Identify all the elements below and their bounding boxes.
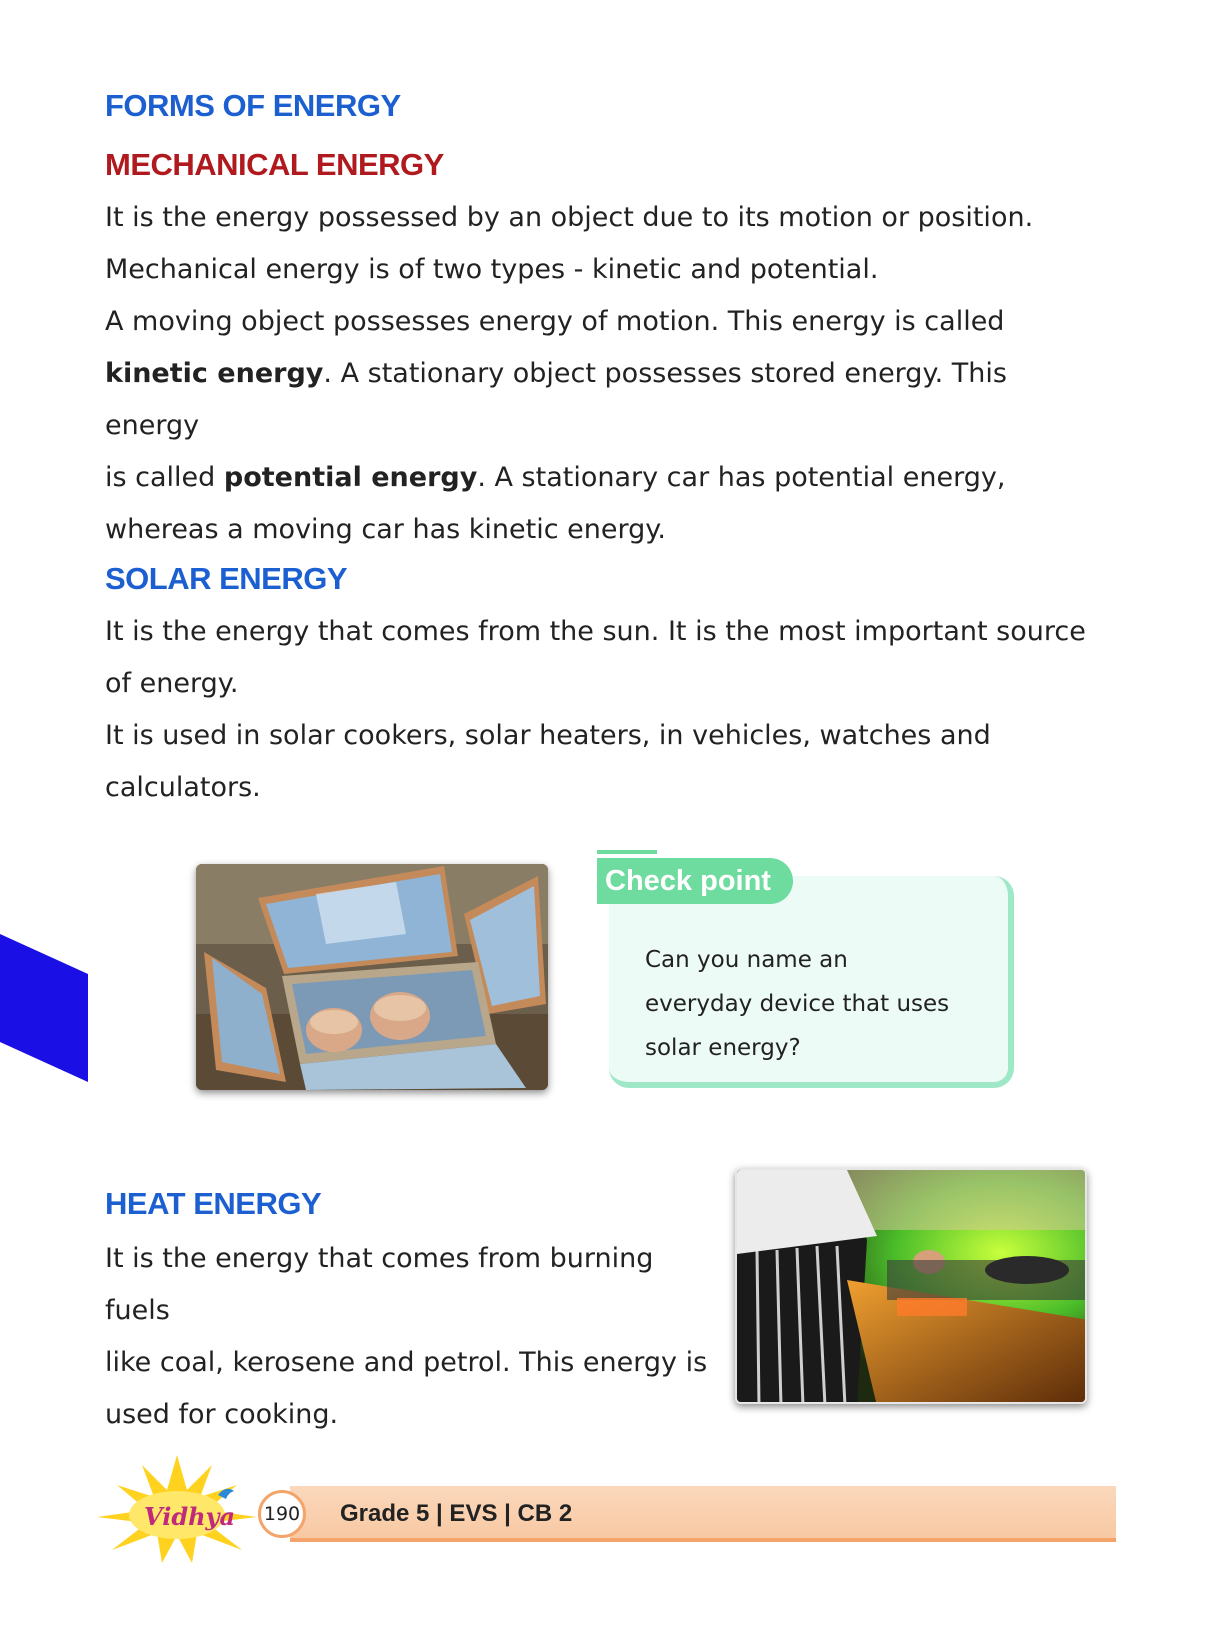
checkpoint-title: Check point (597, 858, 793, 904)
mechanical-line-4-rest: . A stationary object possesses stored energy. This energy (105, 358, 1007, 441)
solar-heading: SOLAR ENERGY (105, 561, 348, 596)
solar-paragraph (105, 606, 1105, 814)
mechanical-line-4 (105, 348, 1105, 452)
checkpoint-line-1: Can you name an (645, 947, 848, 973)
checkpoint-box (597, 858, 1017, 1090)
mechanical-line-5-rest: . A stationary car has potential energy, (477, 462, 1006, 493)
potential-energy-term: potential energy (223, 462, 478, 493)
heat-line-2: like coal, kerosene and petrol. This energy is (105, 1347, 708, 1378)
checkpoint-line-2: everyday device that uses (645, 991, 950, 1017)
mechanical-line-1: It is the energy possessed by an object due to its motion or position. (105, 202, 1034, 233)
solar-line-2: of energy. (105, 668, 239, 699)
solar-cooker-image (196, 864, 548, 1090)
heat-heading: HEAT ENERGY (105, 1186, 322, 1221)
heat-paragraph (105, 1233, 725, 1441)
mechanical-line-3: A moving object possesses energy of motion. This energy is called (105, 306, 1005, 337)
checkpoint-question (645, 938, 985, 1070)
heat-line-1: It is the energy that comes from burning fuels (105, 1243, 654, 1326)
vidhya-logo (92, 1455, 262, 1565)
kinetic-energy-term: kinetic energy (105, 358, 324, 389)
solar-line-3: It is used in solar cookers, solar heaters, in vehicles, watches and (105, 720, 991, 751)
mechanical-line-2: Mechanical energy is of two types - kinetic and potential. (105, 254, 879, 285)
side-tab-decoration (0, 934, 88, 1082)
mechanical-line-6: whereas a moving car has kinetic energy. (105, 514, 666, 545)
mechanical-heading: MECHANICAL ENERGY (105, 147, 444, 182)
checkpoint-line-3: solar energy? (645, 1035, 801, 1061)
page-title: FORMS OF ENERGY (105, 88, 401, 123)
mechanical-line-5 (105, 452, 1105, 504)
heat-line-3: used for cooking. (105, 1399, 339, 1430)
mechanical-paragraph (105, 192, 1105, 556)
solar-line-1: It is the energy that comes from the sun. It is the most important source (105, 616, 1086, 647)
footer-course-label: Grade 5 | EVS | CB 2 (340, 1500, 573, 1527)
page-number: 190 (258, 1490, 306, 1538)
cooking-image (735, 1168, 1087, 1404)
solar-line-4: calculators. (105, 772, 261, 803)
svg-text:Vidhya: Vidhya (144, 1502, 236, 1531)
mechanical-line-5-start: is called (105, 462, 224, 493)
